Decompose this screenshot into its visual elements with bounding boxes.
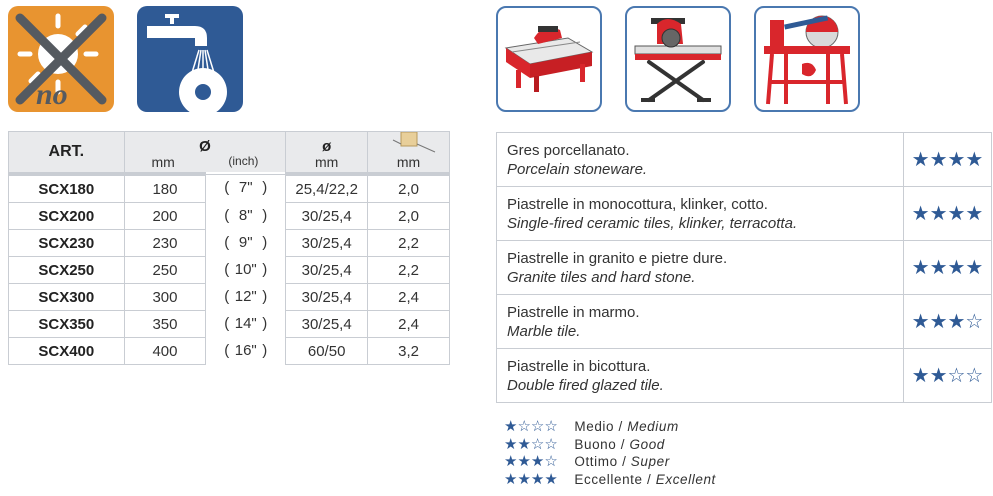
inch-open: ( [224, 178, 230, 196]
cell-mm: 350 [124, 311, 206, 338]
stand-tile-saw-image [625, 6, 731, 112]
table-row [9, 257, 450, 284]
inch-value: 16" [234, 341, 257, 359]
inch-close: ) [262, 341, 268, 359]
inch-open: ( [224, 260, 230, 278]
legend-separator: / [620, 436, 626, 452]
rating-legend [504, 418, 716, 488]
cell-thickness: 2,2 [368, 257, 450, 284]
legend-label-en: Medium [627, 419, 679, 434]
cell-bore: 30/25,4 [286, 311, 368, 338]
legend-label-it: Eccellente [574, 471, 643, 487]
material-rating-stars: ★★☆☆ [904, 349, 992, 403]
header-art: ART. [9, 132, 125, 175]
material-description [497, 349, 904, 403]
legend-item [504, 436, 716, 454]
cell-mm: 200 [124, 203, 206, 230]
legend-stars: ★★☆☆ [504, 435, 558, 453]
inch-value: 10" [234, 260, 257, 278]
cell-bore: 30/25,4 [286, 203, 368, 230]
material-name-it: Gres porcellanato. [507, 141, 630, 159]
inch-close: ) [262, 178, 268, 196]
cell-code: SCX250 [9, 257, 125, 284]
table-row [9, 284, 450, 311]
cell-code: SCX300 [9, 284, 125, 311]
cell-bore: 30/25,4 [286, 257, 368, 284]
cell-inch [206, 203, 285, 229]
table-row [497, 241, 992, 295]
inch-value: 14" [234, 314, 257, 332]
inch-value: 8" [238, 206, 253, 224]
header-bore [286, 132, 368, 175]
material-description [497, 241, 904, 295]
inch-close: ) [262, 206, 268, 224]
material-description [497, 295, 904, 349]
material-name-it: Piastrelle in bicottura. [507, 357, 651, 375]
bore-unit: mm [314, 154, 339, 170]
table-row [9, 311, 450, 338]
legend-item [504, 453, 716, 471]
material-name-en: Marble tile. [507, 322, 581, 340]
legend-separator: / [618, 419, 623, 434]
inch-close: ) [262, 314, 268, 332]
legend-stars: ★☆☆☆ [504, 418, 558, 435]
cell-inch [206, 175, 285, 201]
diameter-mm-unit: mm [151, 154, 175, 170]
legend-label-en: Good [629, 436, 665, 452]
spec-header-row [9, 132, 450, 175]
dry-use-icon [8, 6, 114, 112]
cell-inch [206, 284, 285, 310]
cell-code: SCX350 [9, 311, 125, 338]
cell-thickness: 2,4 [368, 311, 450, 338]
material-rating-stars: ★★★★ [904, 241, 992, 295]
legend-label-it: Buono [574, 436, 617, 452]
cell-mm: 230 [124, 230, 206, 257]
cell-inch [206, 311, 285, 337]
cell-bore: 25,4/22,2 [286, 174, 368, 203]
blade-thickness-icon [379, 132, 439, 154]
cell-thickness: 2,0 [368, 174, 450, 203]
table-row [497, 187, 992, 241]
material-name-it: Piastrelle in monocottura, klinker, cotto. [507, 195, 768, 213]
cell-thickness: 2,2 [368, 230, 450, 257]
cell-bore: 30/25,4 [286, 284, 368, 311]
cell-bore: 60/50 [286, 338, 368, 365]
inch-open: ( [224, 287, 230, 305]
inch-close: ) [262, 287, 268, 305]
cell-mm: 250 [124, 257, 206, 284]
blade-spec-table [8, 131, 450, 365]
table-row [9, 203, 450, 230]
inch-open: ( [224, 314, 230, 332]
inch-close: ) [262, 260, 268, 278]
inch-value: 12" [234, 287, 257, 305]
cell-mm: 300 [124, 284, 206, 311]
material-description [497, 187, 904, 241]
table-row [9, 230, 450, 257]
table-row [9, 338, 450, 365]
table-row [497, 349, 992, 403]
diameter-symbol: Ø [199, 138, 211, 155]
material-name-en: Double fired glazed tile. [507, 376, 664, 394]
svg-text:no: no [36, 78, 68, 111]
cell-code: SCX400 [9, 338, 125, 365]
legend-label-it: Medio [574, 419, 615, 434]
table-row [497, 295, 992, 349]
materials-rating-table [496, 132, 992, 403]
cell-inch [206, 230, 285, 256]
inch-open: ( [224, 206, 230, 224]
cell-thickness: 2,4 [368, 284, 450, 311]
cell-inch [206, 338, 285, 364]
cell-bore: 30/25,4 [286, 230, 368, 257]
cell-code: SCX230 [9, 230, 125, 257]
bore-symbol: ø [322, 138, 332, 155]
diameter-inch-unit: (inch) [228, 154, 259, 168]
inch-value: 9" [238, 233, 253, 251]
header-diameter [124, 132, 286, 175]
water-use-icon [137, 6, 243, 112]
material-rating-stars: ★★★★ [904, 133, 992, 187]
cell-code: SCX180 [9, 174, 125, 203]
legend-item [504, 418, 716, 436]
cell-thickness: 2,0 [368, 203, 450, 230]
material-name-en: Granite tiles and hard stone. [507, 268, 696, 286]
header-thickness [368, 132, 450, 175]
table-tile-saw-image [496, 6, 602, 112]
material-rating-stars: ★★★☆ [904, 295, 992, 349]
material-name-en: Single-fired ceramic tiles, klinker, terracotta. [507, 214, 798, 232]
legend-item [504, 471, 716, 489]
legend-label-en: Super [630, 454, 670, 469]
material-name-en: Porcelain stoneware. [507, 160, 648, 178]
legend-label-it: Ottimo [574, 454, 618, 469]
legend-stars: ★★★★ [504, 470, 558, 488]
legend-separator: / [647, 471, 652, 487]
cell-mm: 180 [124, 174, 206, 203]
legend-label-en: Excellent [655, 471, 716, 487]
inch-open: ( [224, 233, 230, 251]
material-name-it: Piastrelle in granito e pietre dure. [507, 249, 728, 267]
material-name-it: Piastrelle in marmo. [507, 303, 640, 321]
bench-cutting-machine-image [754, 6, 860, 112]
table-row [9, 174, 450, 203]
inch-open: ( [224, 341, 230, 359]
cell-code: SCX200 [9, 203, 125, 230]
inch-value: 7" [238, 178, 253, 196]
cell-thickness: 3,2 [368, 338, 450, 365]
cell-mm: 400 [124, 338, 206, 365]
material-rating-stars: ★★★★ [904, 187, 992, 241]
legend-stars: ★★★☆ [504, 453, 558, 470]
thickness-unit: mm [396, 154, 421, 170]
cell-inch [206, 257, 285, 283]
material-description [497, 133, 904, 187]
legend-separator: / [622, 454, 627, 469]
table-row [497, 133, 992, 187]
inch-close: ) [262, 233, 268, 251]
